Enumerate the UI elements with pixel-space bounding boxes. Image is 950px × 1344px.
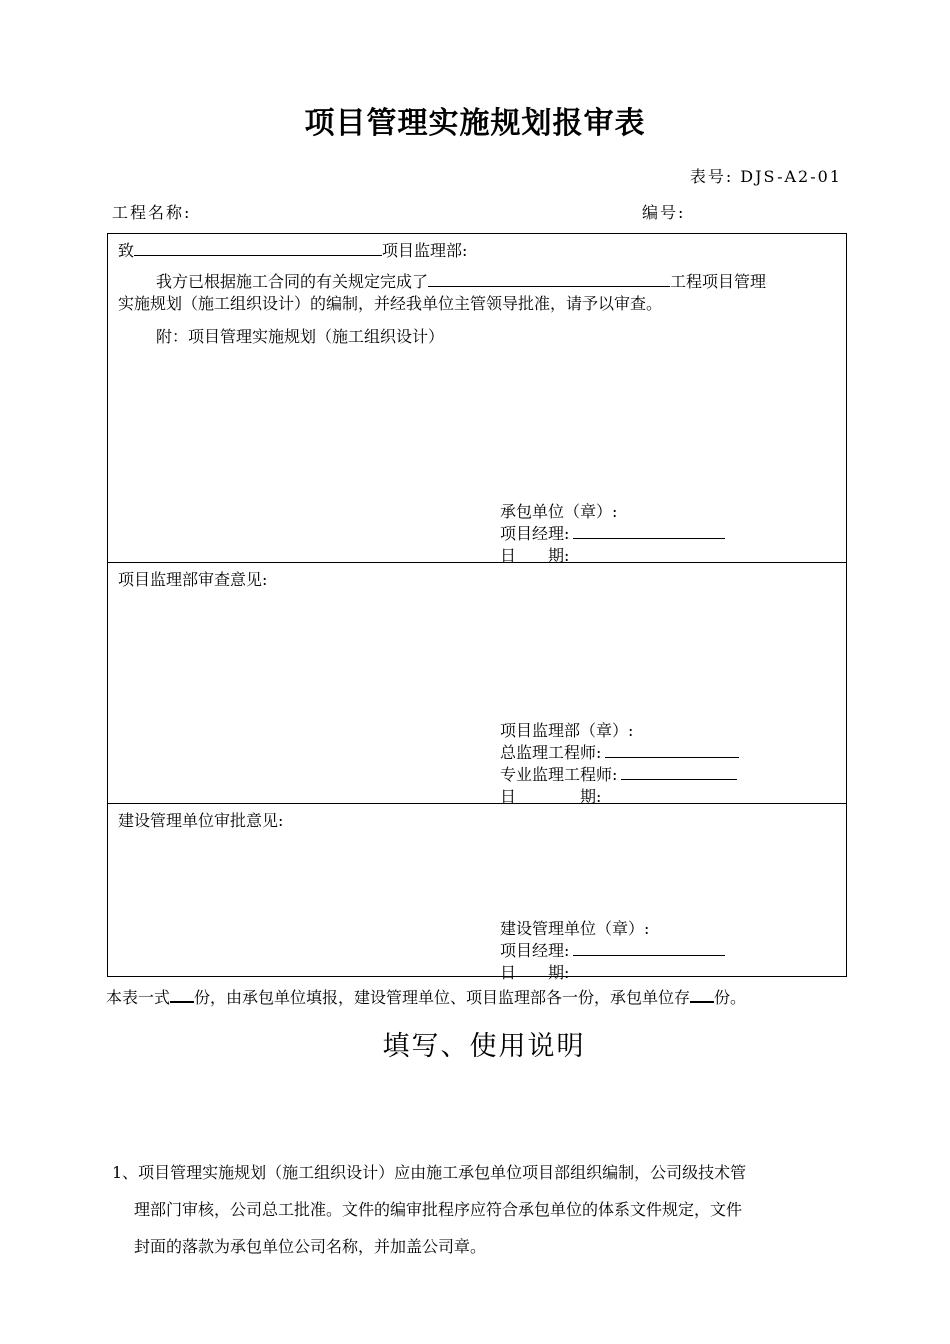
instruction-line: 1、项目管理实施规划（施工组织设计）应由施工承包单位项目部组织编制，公司级技术管 bbox=[112, 1163, 747, 1182]
instructions-title: 填写、使用说明 bbox=[382, 1031, 586, 1062]
owner-date-label: 日 期: bbox=[500, 963, 570, 982]
manager-label: 项目经理: bbox=[500, 524, 570, 543]
statement-prefix: 我方已根据施工合同的有关规定完成了 bbox=[156, 272, 429, 291]
statement-line-2: 实施规划（施工组织设计）的编制，并经我单位主管领导批准，请予以审查。 bbox=[118, 294, 663, 313]
to-prefix: 致 bbox=[118, 241, 135, 260]
section-divider bbox=[108, 803, 846, 804]
date-label: 日 期: bbox=[500, 546, 570, 565]
owner-manager-blank[interactable] bbox=[573, 939, 725, 956]
manager-sign-line bbox=[500, 521, 725, 544]
section-divider bbox=[108, 562, 846, 563]
manager-signature-blank[interactable] bbox=[573, 522, 725, 539]
serial-label: 编号: bbox=[642, 203, 686, 222]
retained-copies-blank[interactable] bbox=[690, 987, 714, 1003]
approval-form-table bbox=[107, 233, 847, 982]
attachment-note: 附：项目管理实施规划（施工组织设计） bbox=[156, 327, 445, 346]
copies-note bbox=[106, 985, 746, 1008]
copies-blank[interactable] bbox=[170, 987, 194, 1003]
project-blank[interactable] bbox=[428, 270, 670, 287]
addressee-line bbox=[118, 238, 467, 261]
owner-manager-label: 项目经理: bbox=[500, 941, 570, 960]
chief-engineer-label: 总监理工程师: bbox=[500, 743, 602, 762]
to-suffix: 项目监理部: bbox=[382, 241, 468, 260]
copies-note-part1: 本表一式 bbox=[106, 988, 171, 1007]
owner-approval-heading: 建设管理单位审批意见: bbox=[118, 811, 284, 830]
statement-line-1 bbox=[156, 269, 766, 292]
specialist-engineer-line bbox=[500, 762, 737, 785]
chief-engineer-blank[interactable] bbox=[605, 741, 739, 758]
chief-engineer-line bbox=[500, 740, 739, 763]
statement-suffix: 工程项目管理 bbox=[670, 272, 767, 291]
specialist-engineer-label: 专业监理工程师: bbox=[500, 765, 618, 784]
instruction-line: 理部门审核，公司总工批准。文件的编审批程序应符合承包单位的体系文件规定，文件 bbox=[134, 1200, 743, 1219]
copies-note-part2: 份，由承包单位填报，建设管理单位、项目监理部各一份，承包单位存 bbox=[194, 988, 691, 1007]
contractor-seal-label: 承包单位（章）: bbox=[500, 502, 618, 521]
supervision-seal-label: 项目监理部（章）: bbox=[500, 721, 634, 740]
project-name-label: 工程名称: bbox=[112, 203, 192, 222]
addressee-blank[interactable] bbox=[134, 239, 382, 256]
owner-seal-label: 建设管理单位（章）: bbox=[500, 919, 650, 938]
instruction-line: 封面的落款为承包单位公司名称，并加盖公司章。 bbox=[134, 1237, 487, 1256]
instruction-item-1 bbox=[112, 1154, 842, 1265]
form-number: 表号: DJS-A2-01 bbox=[689, 167, 842, 186]
supervision-date-label: 日 期: bbox=[500, 787, 602, 806]
supervision-opinion-heading: 项目监理部审查意见: bbox=[118, 570, 268, 589]
specialist-engineer-blank[interactable] bbox=[621, 763, 737, 780]
page-title: 项目管理实施规划报审表 bbox=[304, 106, 646, 141]
copies-note-part3: 份。 bbox=[714, 988, 747, 1007]
owner-manager-line bbox=[500, 938, 725, 961]
